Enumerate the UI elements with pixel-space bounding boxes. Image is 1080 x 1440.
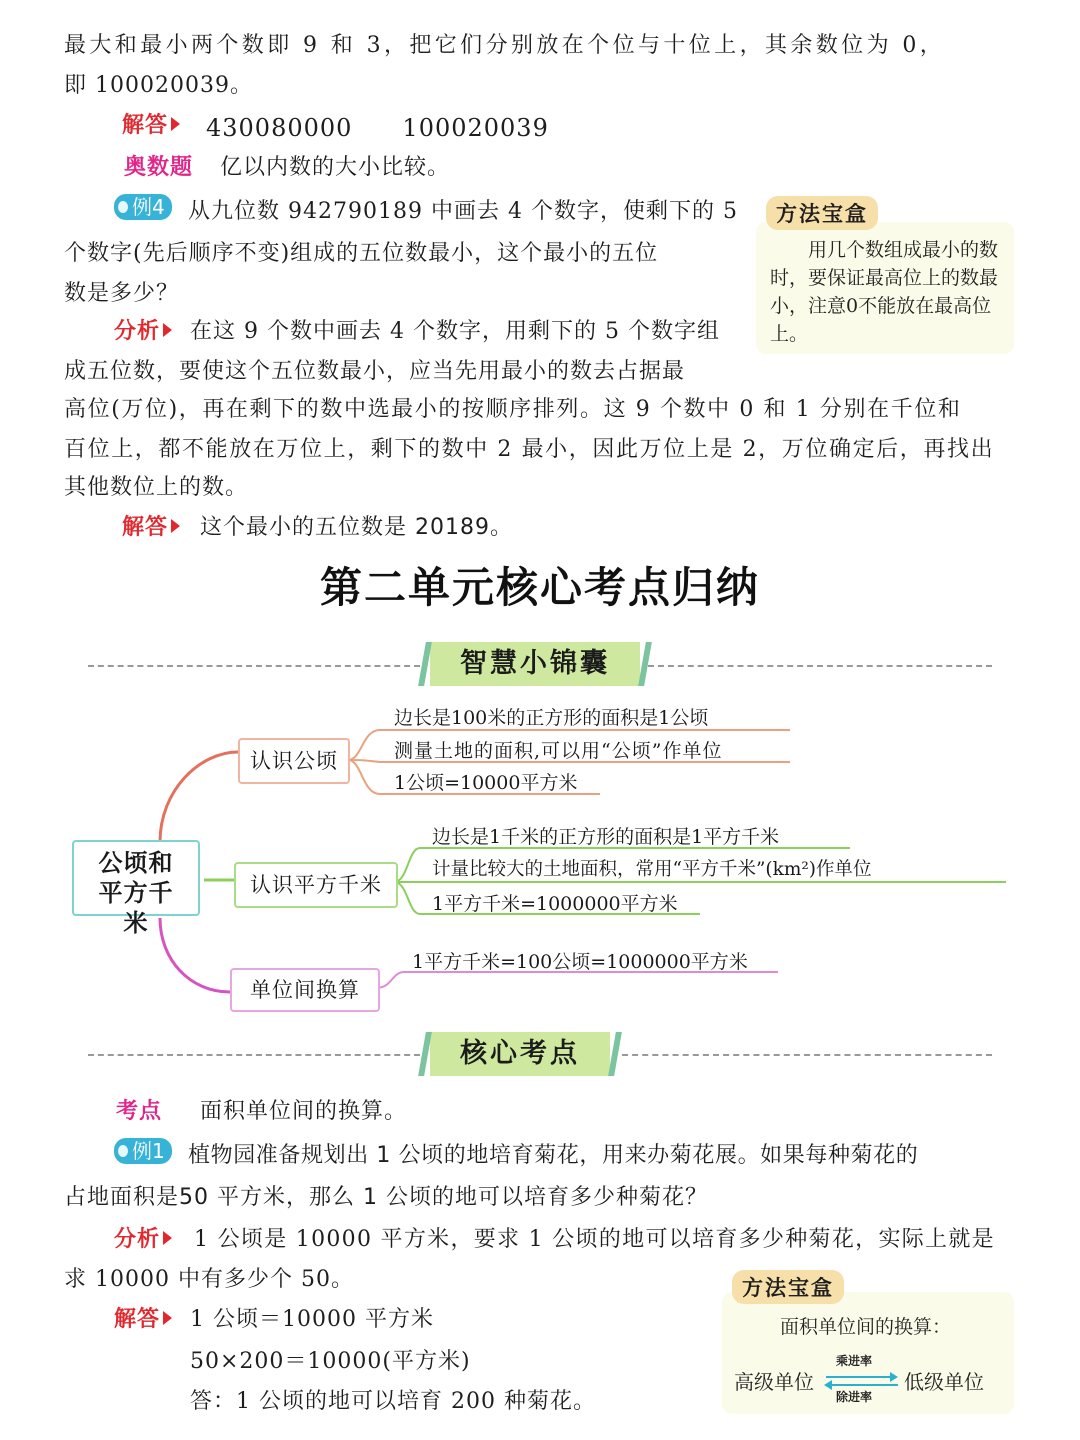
mindmap-leaf: 边长是1千米的正方形的面积是1平方千米 — [432, 826, 780, 848]
answer-label: 解答 — [114, 1302, 172, 1333]
mindmap-leaf: 1平方千米=100公顷=1000000平方米 — [412, 951, 748, 973]
method-box-subtitle: 面积单位间的换算： — [780, 1316, 952, 1338]
analysis-text: 其他数位上的数。 — [64, 475, 249, 500]
method-box-title: 方法宝盒 — [732, 1270, 844, 1304]
analysis-text: 百位上，都不能放在万位上，剩下的数中 2 最小，因此万位上是 2，万位确定后，再找出 — [64, 437, 995, 462]
unit-low: 低级单位 — [904, 1370, 984, 1394]
answer-text: 50×200＝10000(平方米) — [190, 1349, 471, 1374]
mindmap-leaf: 边长是100米的正方形的面积是1公顷 — [394, 707, 709, 729]
mindmap-leaf: 测量土地的面积,可以用“公顷”作单位 — [394, 740, 723, 762]
example-text: 植物园准备规划出 1 公顷的地培育菊花，用来办菊花展。如果每种菊花的 — [188, 1143, 919, 1168]
example-text: 占地面积是50 平方米，那么 1 公顷的地可以培育多少种菊花？ — [64, 1185, 708, 1210]
branch-connector — [160, 918, 230, 992]
analysis-label: 分析 — [114, 314, 172, 345]
analysis-text: 1 公顷是 10000 平方米，要求 1 公顷的地可以培育多少种菊花，实际上就是 — [194, 1227, 995, 1252]
mindmap-leaf: 1平方千米=1000000平方米 — [432, 893, 678, 915]
divider — [622, 1054, 992, 1056]
analysis-text: 高位(万位)，再在剩下的数中选最小的按顺序排列。这 9 个数中 0 和 1 分别在千位和 — [64, 397, 962, 422]
method-box-body: 用几个数组成最小的数时，要保证最高位上的数最小，注意0不能放在最高位上。 — [770, 239, 999, 345]
double-arrow-icon — [822, 1370, 902, 1392]
text-line: 最大和最小两个数即 9 和 3，把它们分别放在个位与十位上，其余数位为 0， — [64, 33, 946, 58]
example-text: 数是多少？ — [64, 281, 180, 306]
answer-text: 1 公顷＝10000 平方米 — [190, 1307, 434, 1332]
section-banner: 核心考点 — [430, 1032, 610, 1076]
answer-label: 解答 — [122, 510, 180, 541]
kaodian-label: 考点 — [116, 1099, 163, 1124]
method-box-title: 方法宝盒 — [766, 196, 878, 230]
answer-label: 解答 — [122, 108, 180, 139]
olympiad-label: 奥数题 — [124, 155, 194, 180]
analysis-label: 分析 — [114, 1222, 172, 1253]
mindmap-branch: 认识平方千米 — [234, 862, 398, 908]
divider — [88, 1054, 420, 1056]
analysis-text: 求 10000 中有多少个 50。 — [64, 1267, 354, 1292]
example-badge: 例1 — [114, 1138, 172, 1164]
leaf-line — [376, 972, 778, 988]
mindmap-leaf: 1公顷=10000平方米 — [394, 772, 578, 794]
section-banner: 智慧小锦囊 — [430, 642, 640, 686]
mindmap-branch: 单位间换算 — [230, 968, 380, 1012]
arrow-icon — [163, 1311, 172, 1325]
kaodian-text: 面积单位间的换算。 — [200, 1099, 408, 1124]
mindmap-root: 公顷和平方千米 — [72, 840, 200, 916]
unit-title: 第二单元核心考点归纳 — [319, 563, 760, 612]
branch-connector — [160, 752, 238, 842]
mindmap-branch: 认识公顷 — [238, 738, 350, 784]
example-text: 个数字(先后顺序不变)组成的五位数最小，这个最小的五位 — [64, 241, 659, 266]
analysis-text: 成五位数，要使这个五位数最小，应当先用最小的数去占据最 — [64, 359, 686, 384]
example-text: 从九位数 942790189 中画去 4 个数字，使剩下的 5 — [188, 199, 738, 224]
answer-text: 答：1 公顷的地可以培育 200 种菊花。 — [190, 1389, 596, 1414]
olympiad-text: 亿以内数的大小比较。 — [220, 155, 451, 180]
analysis-text: 在这 9 个数中画去 4 个数字，用剩下的 5 个数字组 — [190, 319, 720, 344]
arrow-label-top: 乘进率 — [836, 1354, 873, 1368]
unit-high: 高级单位 — [734, 1370, 814, 1394]
text-line: 即 100020039。 — [64, 73, 253, 98]
answer-text: 这个最小的五位数是 20189。 — [200, 515, 513, 540]
arrow-label-bottom: 除进率 — [836, 1390, 873, 1404]
answer-text: 430080000 100020039 — [206, 114, 549, 142]
mindmap-leaf: 计量比较大的土地面积，常用“平方千米”(km²)作单位 — [432, 859, 872, 880]
arrow-icon — [163, 1231, 172, 1245]
example-badge: 例4 — [114, 194, 172, 220]
